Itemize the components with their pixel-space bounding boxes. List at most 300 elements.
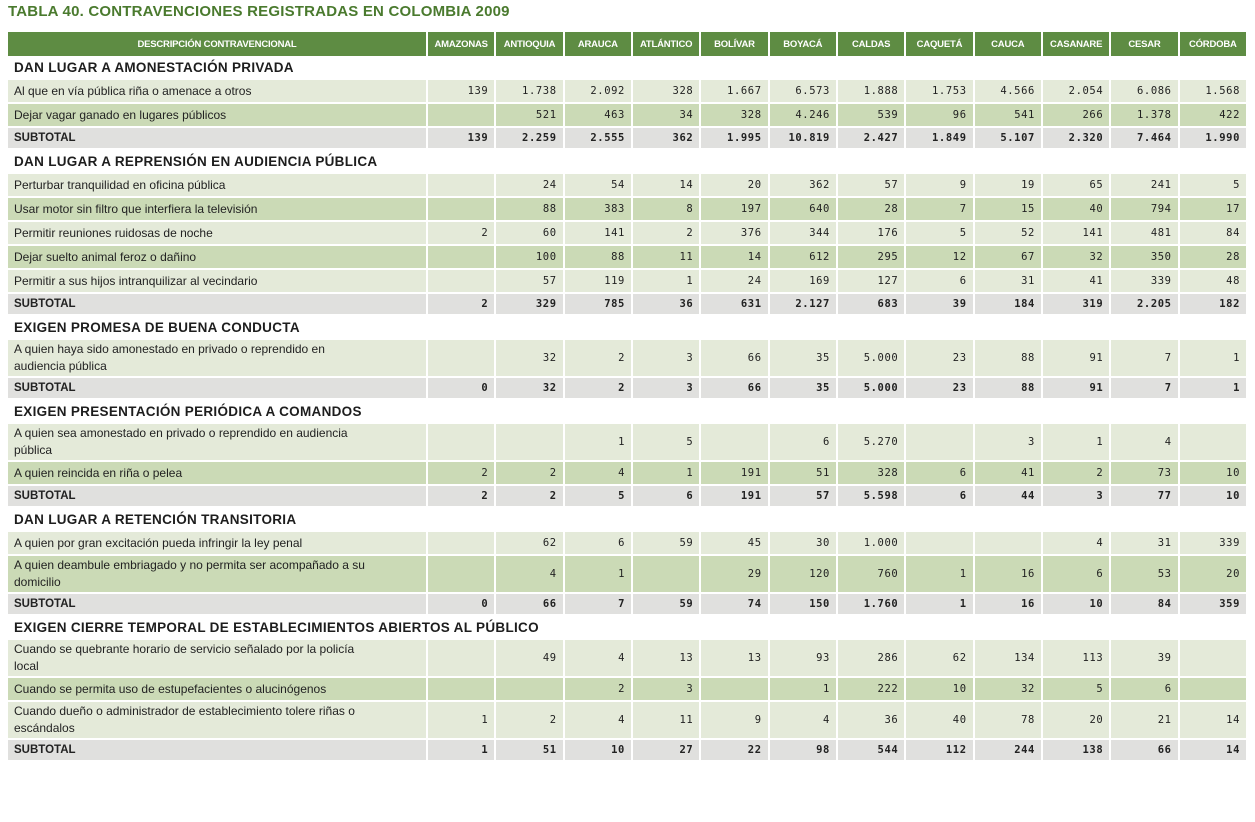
- table-cell: 10: [905, 677, 973, 701]
- table-cell: 39: [1110, 639, 1178, 677]
- table-cell: 169: [769, 269, 837, 293]
- subtotal-cell: 23: [905, 377, 973, 399]
- table-cell: 2: [632, 221, 700, 245]
- table-cell: 794: [1110, 197, 1178, 221]
- table-header-row: [8, 32, 1247, 56]
- table-cell: 2: [564, 677, 632, 701]
- table-cell: 481: [1110, 221, 1178, 245]
- subtotal-cell: 5: [564, 485, 632, 507]
- table-cell: 41: [974, 461, 1042, 485]
- subtotal-cell: 1: [427, 739, 495, 761]
- table-cell: 1: [564, 423, 632, 461]
- subtotal-row: [8, 485, 1247, 507]
- table-row: [8, 423, 1247, 461]
- table-cell: 640: [769, 197, 837, 221]
- table-cell: 17: [1179, 197, 1247, 221]
- table-cell: 1: [427, 701, 495, 739]
- table-cell: 1.568: [1179, 79, 1247, 103]
- table-cell: 1: [632, 461, 700, 485]
- table-cell: 350: [1110, 245, 1178, 269]
- column-header-1: AMAZONAS: [427, 32, 495, 56]
- table-cell: 422: [1179, 103, 1247, 127]
- subtotal-cell: 6: [632, 485, 700, 507]
- subtotal-cell: 98: [769, 739, 837, 761]
- table-cell: 88: [495, 197, 563, 221]
- subtotal-cell: 22: [700, 739, 768, 761]
- table-cell: 88: [564, 245, 632, 269]
- table-cell: 14: [700, 245, 768, 269]
- section-title: EXIGEN PROMESA DE BUENA CONDUCTA: [8, 315, 1247, 339]
- row-label: A quien deambule embriagado y no permita ser acompañado a su domicilio: [8, 555, 427, 593]
- table-cell: 1.000: [837, 531, 905, 555]
- table-cell: 376: [700, 221, 768, 245]
- section-header-row: [8, 507, 1247, 531]
- table-cell: 6: [769, 423, 837, 461]
- table-cell: 57: [837, 173, 905, 197]
- table-cell: 328: [837, 461, 905, 485]
- subtotal-row: [8, 127, 1247, 149]
- table-cell: 35: [769, 339, 837, 377]
- subtotal-cell: 2: [427, 485, 495, 507]
- table-row: [8, 677, 1247, 701]
- row-label: A quien haya sido amonestado en privado o reprendido en audiencia pública: [8, 339, 427, 377]
- table-cell: 7: [905, 197, 973, 221]
- subtotal-cell: 51: [495, 739, 563, 761]
- subtotal-cell: 16: [974, 593, 1042, 615]
- subtotal-cell: 191: [700, 485, 768, 507]
- table-cell: [974, 531, 1042, 555]
- row-label: Perturbar tranquilidad en oficina pública: [8, 173, 427, 197]
- table-cell: 1: [769, 677, 837, 701]
- table-cell: 1: [632, 269, 700, 293]
- row-label: Al que en vía pública riña o amenace a otros: [8, 79, 427, 103]
- table-cell: 2: [495, 701, 563, 739]
- subtotal-cell: 319: [1042, 293, 1110, 315]
- table-cell: 383: [564, 197, 632, 221]
- table-cell: 16: [974, 555, 1042, 593]
- table-cell: 4: [495, 555, 563, 593]
- table-cell: 139: [427, 79, 495, 103]
- table-cell: 15: [974, 197, 1042, 221]
- table-row: [8, 701, 1247, 739]
- table-cell: [427, 173, 495, 197]
- table-cell: 14: [632, 173, 700, 197]
- table-cell: 67: [974, 245, 1042, 269]
- table-cell: 2: [564, 339, 632, 377]
- subtotal-cell: 7: [1110, 377, 1178, 399]
- subtotal-label: SUBTOTAL: [8, 485, 427, 507]
- subtotal-cell: 683: [837, 293, 905, 315]
- table-cell: [700, 423, 768, 461]
- table-cell: 6.086: [1110, 79, 1178, 103]
- table-cell: [632, 555, 700, 593]
- column-header-3: ARAUCA: [564, 32, 632, 56]
- table-cell: 62: [495, 531, 563, 555]
- subtotal-cell: 2: [564, 377, 632, 399]
- table-cell: 339: [1179, 531, 1247, 555]
- subtotal-cell: 10: [1179, 485, 1247, 507]
- subtotal-cell: 1.995: [700, 127, 768, 149]
- table-cell: 6: [905, 461, 973, 485]
- table-cell: 28: [1179, 245, 1247, 269]
- column-header-5: BOLÍVAR: [700, 32, 768, 56]
- table-cell: 13: [632, 639, 700, 677]
- table-cell: 91: [1042, 339, 1110, 377]
- table-cell: 191: [700, 461, 768, 485]
- table-cell: 5.000: [837, 339, 905, 377]
- subtotal-cell: 74: [700, 593, 768, 615]
- table-cell: 6: [1042, 555, 1110, 593]
- table-cell: 11: [632, 245, 700, 269]
- table-cell: 36: [837, 701, 905, 739]
- table-cell: 53: [1110, 555, 1178, 593]
- subtotal-cell: 84: [1110, 593, 1178, 615]
- subtotal-cell: 544: [837, 739, 905, 761]
- table-cell: 40: [905, 701, 973, 739]
- table-cell: 52: [974, 221, 1042, 245]
- table-cell: 339: [1110, 269, 1178, 293]
- table-cell: 96: [905, 103, 973, 127]
- table-cell: 222: [837, 677, 905, 701]
- table-cell: 286: [837, 639, 905, 677]
- table-cell: 2.092: [564, 79, 632, 103]
- subtotal-cell: 138: [1042, 739, 1110, 761]
- table-cell: 59: [632, 531, 700, 555]
- table-cell: [427, 197, 495, 221]
- subtotal-cell: 150: [769, 593, 837, 615]
- table-cell: 2: [1042, 461, 1110, 485]
- subtotal-cell: 362: [632, 127, 700, 149]
- table-cell: 24: [700, 269, 768, 293]
- subtotal-cell: 785: [564, 293, 632, 315]
- table-cell: 78: [974, 701, 1042, 739]
- table-cell: 5: [905, 221, 973, 245]
- subtotal-row: [8, 377, 1247, 399]
- table-cell: 4: [1042, 531, 1110, 555]
- subtotal-cell: 1.849: [905, 127, 973, 149]
- table-cell: 93: [769, 639, 837, 677]
- subtotal-row: [8, 739, 1247, 761]
- row-label: A quien por gran excitación pueda infringir la ley penal: [8, 531, 427, 555]
- table-cell: 29: [700, 555, 768, 593]
- subtotal-cell: 2: [495, 485, 563, 507]
- table-cell: 9: [700, 701, 768, 739]
- table-cell: 4: [564, 701, 632, 739]
- table-cell: 6: [564, 531, 632, 555]
- table-row: [8, 245, 1247, 269]
- subtotal-cell: 2.127: [769, 293, 837, 315]
- row-label: Permitir a sus hijos intranquilizar al vecindario: [8, 269, 427, 293]
- table-cell: [427, 245, 495, 269]
- table-cell: 12: [905, 245, 973, 269]
- subtotal-cell: 1: [1179, 377, 1247, 399]
- table-cell: [495, 677, 563, 701]
- subtotal-cell: 91: [1042, 377, 1110, 399]
- table-row: [8, 173, 1247, 197]
- row-label: Cuando se quebrante horario de servicio señalado por la policía local: [8, 639, 427, 677]
- subtotal-cell: 2.320: [1042, 127, 1110, 149]
- table-row: [8, 531, 1247, 555]
- column-header-9: CAUCA: [974, 32, 1042, 56]
- table-cell: 19: [974, 173, 1042, 197]
- subtotal-cell: 2: [427, 293, 495, 315]
- table-cell: 6.573: [769, 79, 837, 103]
- table-cell: 5: [632, 423, 700, 461]
- table-cell: 9: [905, 173, 973, 197]
- table-row: [8, 339, 1247, 377]
- table-cell: 14: [1179, 701, 1247, 739]
- subtotal-cell: 2.427: [837, 127, 905, 149]
- table-cell: 295: [837, 245, 905, 269]
- table-cell: 48: [1179, 269, 1247, 293]
- subtotal-label: SUBTOTAL: [8, 739, 427, 761]
- subtotal-cell: 184: [974, 293, 1042, 315]
- table-cell: 84: [1179, 221, 1247, 245]
- subtotal-label: SUBTOTAL: [8, 127, 427, 149]
- table-cell: 23: [905, 339, 973, 377]
- table-cell: 32: [495, 339, 563, 377]
- table-cell: [495, 423, 563, 461]
- table-cell: [1179, 677, 1247, 701]
- table-cell: 54: [564, 173, 632, 197]
- subtotal-cell: 329: [495, 293, 563, 315]
- table-cell: 1.888: [837, 79, 905, 103]
- subtotal-cell: 112: [905, 739, 973, 761]
- subtotal-cell: 7: [564, 593, 632, 615]
- subtotal-cell: 139: [427, 127, 495, 149]
- table-cell: 1: [564, 555, 632, 593]
- row-label: Cuando dueño o administrador de establecimiento tolere riñas o escándalos: [8, 701, 427, 739]
- subtotal-cell: 66: [700, 377, 768, 399]
- table-cell: 57: [495, 269, 563, 293]
- table-row: [8, 555, 1247, 593]
- table-cell: 32: [974, 677, 1042, 701]
- table-cell: 521: [495, 103, 563, 127]
- section-header-row: [8, 149, 1247, 173]
- subtotal-cell: 5.000: [837, 377, 905, 399]
- section-title: DAN LUGAR A AMONESTACIÓN PRIVADA: [8, 56, 1247, 79]
- table-cell: [905, 531, 973, 555]
- section-header-row: [8, 399, 1247, 423]
- table-cell: 760: [837, 555, 905, 593]
- table-row: [8, 79, 1247, 103]
- table-cell: 20: [1179, 555, 1247, 593]
- table-cell: 62: [905, 639, 973, 677]
- table-cell: 328: [700, 103, 768, 127]
- row-label: Permitir reuniones ruidosas de noche: [8, 221, 427, 245]
- subtotal-cell: 1.760: [837, 593, 905, 615]
- subtotal-cell: 35: [769, 377, 837, 399]
- table-cell: 73: [1110, 461, 1178, 485]
- column-header-4: ATLÁNTICO: [632, 32, 700, 56]
- table-cell: 197: [700, 197, 768, 221]
- table-cell: 1: [1179, 339, 1247, 377]
- table-row: [8, 269, 1247, 293]
- table-cell: 463: [564, 103, 632, 127]
- subtotal-cell: 10: [1042, 593, 1110, 615]
- table-cell: [427, 677, 495, 701]
- subtotal-cell: 10.819: [769, 127, 837, 149]
- table-cell: 100: [495, 245, 563, 269]
- row-label: Dejar suelto animal feroz o dañino: [8, 245, 427, 269]
- column-header-2: ANTIOQUIA: [495, 32, 563, 56]
- subtotal-cell: 3: [1042, 485, 1110, 507]
- table-cell: 120: [769, 555, 837, 593]
- table-cell: 176: [837, 221, 905, 245]
- table-body: [8, 56, 1247, 761]
- table-cell: 539: [837, 103, 905, 127]
- contravenciones-table: [8, 32, 1248, 762]
- row-label: A quien reincida en riña o pelea: [8, 461, 427, 485]
- table-row: [8, 461, 1247, 485]
- subtotal-cell: 66: [1110, 739, 1178, 761]
- table-cell: 28: [837, 197, 905, 221]
- section-header-row: [8, 56, 1247, 79]
- table-cell: 134: [974, 639, 1042, 677]
- table-cell: 541: [974, 103, 1042, 127]
- subtotal-label: SUBTOTAL: [8, 593, 427, 615]
- column-header-11: CESAR: [1110, 32, 1178, 56]
- table-row: [8, 639, 1247, 677]
- section-header-row: [8, 615, 1247, 639]
- table-cell: 20: [1042, 701, 1110, 739]
- subtotal-cell: 32: [495, 377, 563, 399]
- table-cell: 20: [700, 173, 768, 197]
- column-header-description: DESCRIPCIÓN CONTRAVENCIONAL: [8, 32, 427, 56]
- table-cell: 51: [769, 461, 837, 485]
- table-cell: 7: [1110, 339, 1178, 377]
- section-title: EXIGEN PRESENTACIÓN PERIÓDICA A COMANDOS: [8, 399, 1247, 423]
- table-cell: 4.246: [769, 103, 837, 127]
- table-cell: 2.054: [1042, 79, 1110, 103]
- table-cell: 45: [700, 531, 768, 555]
- column-header-7: CALDAS: [837, 32, 905, 56]
- subtotal-cell: 6: [905, 485, 973, 507]
- subtotal-cell: 631: [700, 293, 768, 315]
- table-cell: 3: [632, 677, 700, 701]
- table-cell: [427, 639, 495, 677]
- section-title: EXIGEN CIERRE TEMPORAL DE ESTABLECIMIENTOS ABIERTOS AL PÚBLICO: [8, 615, 1247, 639]
- row-label: Cuando se permita uso de estupefacientes o alucinógenos: [8, 677, 427, 701]
- table-cell: 8: [632, 197, 700, 221]
- table-row: [8, 103, 1247, 127]
- subtotal-cell: 2.205: [1110, 293, 1178, 315]
- table-cell: 266: [1042, 103, 1110, 127]
- table-row: [8, 197, 1247, 221]
- subtotal-cell: 0: [427, 377, 495, 399]
- subtotal-cell: 44: [974, 485, 1042, 507]
- table-cell: [427, 103, 495, 127]
- table-cell: 113: [1042, 639, 1110, 677]
- table-cell: 40: [1042, 197, 1110, 221]
- table-cell: 612: [769, 245, 837, 269]
- table-cell: 41: [1042, 269, 1110, 293]
- table-cell: 60: [495, 221, 563, 245]
- table-cell: 2: [495, 461, 563, 485]
- table-cell: [427, 555, 495, 593]
- table-cell: 1: [905, 555, 973, 593]
- table-row: [8, 221, 1247, 245]
- subtotal-label: SUBTOTAL: [8, 377, 427, 399]
- subtotal-cell: 5.598: [837, 485, 905, 507]
- row-label: A quien sea amonestado en privado o reprendido en audiencia pública: [8, 423, 427, 461]
- table-cell: 4: [1110, 423, 1178, 461]
- table-cell: [905, 423, 973, 461]
- table-cell: [427, 423, 495, 461]
- table-cell: 1.378: [1110, 103, 1178, 127]
- table-cell: 24: [495, 173, 563, 197]
- subtotal-cell: 66: [495, 593, 563, 615]
- table-cell: [700, 677, 768, 701]
- subtotal-cell: 57: [769, 485, 837, 507]
- table-cell: 6: [1110, 677, 1178, 701]
- column-header-6: BOYACÁ: [769, 32, 837, 56]
- table-cell: 1.753: [905, 79, 973, 103]
- table-cell: [427, 269, 495, 293]
- subtotal-cell: 2.555: [564, 127, 632, 149]
- subtotal-cell: 1: [905, 593, 973, 615]
- table-cell: 3: [632, 339, 700, 377]
- column-header-10: CASANARE: [1042, 32, 1110, 56]
- table-cell: 6: [905, 269, 973, 293]
- table-cell: 88: [974, 339, 1042, 377]
- table-cell: 10: [1179, 461, 1247, 485]
- subtotal-cell: 59: [632, 593, 700, 615]
- subtotal-label: SUBTOTAL: [8, 293, 427, 315]
- subtotal-cell: 182: [1179, 293, 1247, 315]
- table-cell: [1179, 423, 1247, 461]
- subtotal-cell: 1.990: [1179, 127, 1247, 149]
- table-cell: 5.270: [837, 423, 905, 461]
- table-cell: 32: [1042, 245, 1110, 269]
- table-cell: 4: [564, 461, 632, 485]
- subtotal-cell: 5.107: [974, 127, 1042, 149]
- row-label: Dejar vagar ganado en lugares públicos: [8, 103, 427, 127]
- subtotal-cell: 27: [632, 739, 700, 761]
- page-title: TABLA 40. CONTRAVENCIONES REGISTRADAS EN COLOMBIA 2009: [8, 3, 510, 20]
- table-cell: 4: [564, 639, 632, 677]
- column-header-8: CAQUETÁ: [905, 32, 973, 56]
- table-cell: 344: [769, 221, 837, 245]
- table-cell: 141: [1042, 221, 1110, 245]
- table-cell: 4: [769, 701, 837, 739]
- column-header-12: CÓRDOBA: [1179, 32, 1247, 56]
- table-cell: 30: [769, 531, 837, 555]
- subtotal-cell: 10: [564, 739, 632, 761]
- table-cell: 11: [632, 701, 700, 739]
- table-cell: 5: [1042, 677, 1110, 701]
- table-cell: 31: [1110, 531, 1178, 555]
- table-cell: [427, 531, 495, 555]
- table-cell: 362: [769, 173, 837, 197]
- table-cell: 2: [427, 461, 495, 485]
- table-cell: 66: [700, 339, 768, 377]
- subtotal-cell: 3: [632, 377, 700, 399]
- subtotal-cell: 244: [974, 739, 1042, 761]
- subtotal-cell: 36: [632, 293, 700, 315]
- table-cell: 65: [1042, 173, 1110, 197]
- section-title: DAN LUGAR A RETENCIÓN TRANSITORIA: [8, 507, 1247, 531]
- subtotal-row: [8, 593, 1247, 615]
- table-cell: [1179, 639, 1247, 677]
- section-title: DAN LUGAR A REPRENSIÓN EN AUDIENCIA PÚBLICA: [8, 149, 1247, 173]
- table-cell: 2: [427, 221, 495, 245]
- table-cell: 141: [564, 221, 632, 245]
- table-cell: 241: [1110, 173, 1178, 197]
- table-cell: 49: [495, 639, 563, 677]
- subtotal-cell: 7.464: [1110, 127, 1178, 149]
- table-cell: 119: [564, 269, 632, 293]
